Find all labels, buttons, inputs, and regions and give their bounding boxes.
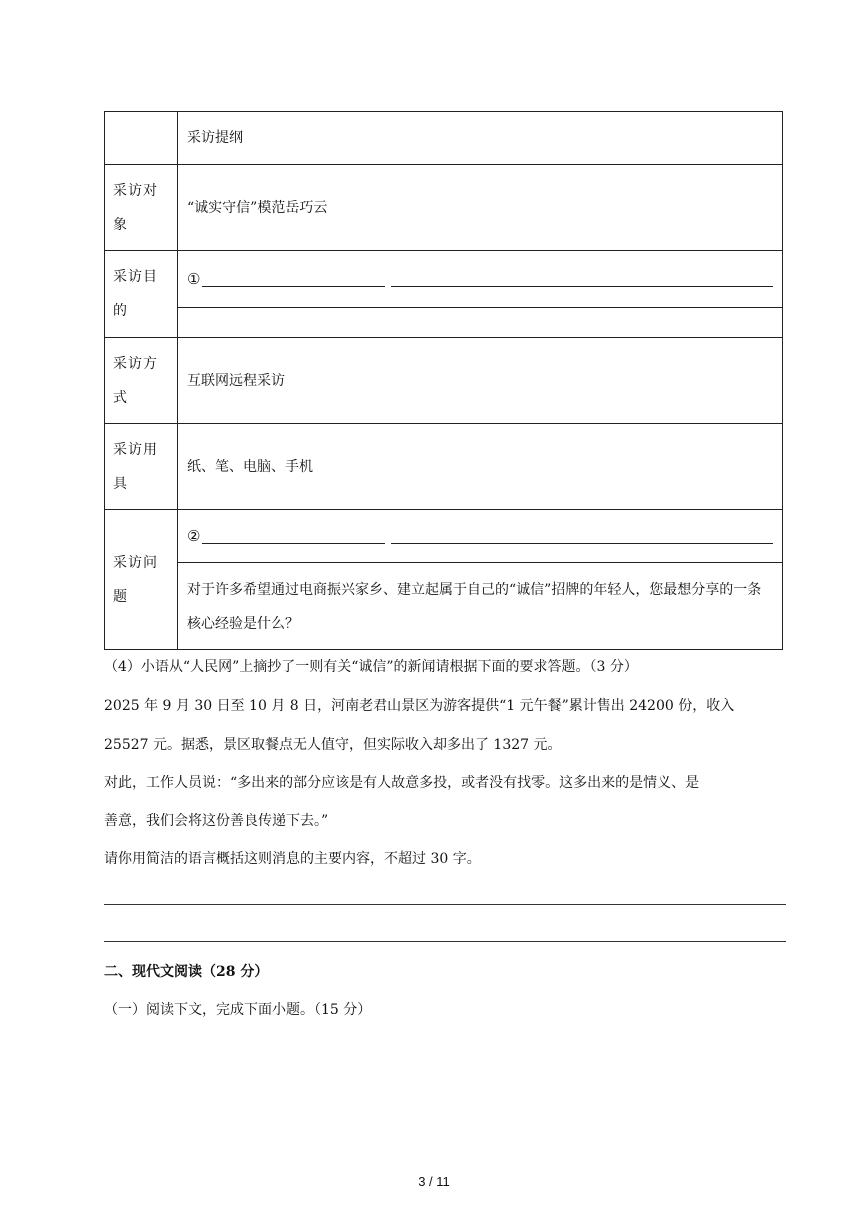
- interview-question-text: 对于许多希望通过电商振兴家乡、建立起属于自己的“诚信”招牌的年轻人，您最想分享的一条核心经验是什么？: [178, 562, 782, 649]
- section-subtitle: （一）阅读下文，完成下面小题。（15 分）: [104, 1002, 372, 1018]
- news-line: 2025 年 9 月 30 日至 10 月 8 日，河南老君山景区为游客提供“1 元午餐”累计售出 24200 份，收入: [104, 698, 735, 714]
- questions-cell: [178, 510, 783, 650]
- interview-outline-table: [104, 111, 783, 650]
- news-line: 善意，我们会将这份善良传递下去。”: [104, 813, 329, 829]
- header-empty-cell: [105, 112, 178, 165]
- row-value: 互联网远程采访: [178, 338, 783, 424]
- row-label: 采访用具: [105, 424, 178, 510]
- table-row-interviewee: [105, 165, 783, 251]
- row-label: 采访对象: [105, 165, 178, 251]
- blank-marker: ②: [187, 527, 201, 545]
- answer-blank-line[interactable]: [202, 529, 385, 544]
- answer-blank-line[interactable]: [391, 272, 773, 287]
- row-label: 采访方式: [105, 338, 178, 424]
- section-title: 二、现代文阅读（28 分）: [104, 964, 269, 980]
- answer-blank-line[interactable]: [202, 272, 385, 287]
- page-number: 3 / 11: [418, 1174, 450, 1189]
- table-header-row: [105, 112, 783, 165]
- table-header: 采访提纲: [178, 112, 783, 165]
- answer-blank-line[interactable]: [391, 529, 773, 544]
- row-label: 采访目的: [105, 251, 178, 338]
- table-row-tools: [105, 424, 783, 510]
- blank-marker: ①: [187, 270, 201, 288]
- news-line: 对此，工作人员说：“多出来的部分应该是有人故意多投，或者没有找零。这多出来的是情义、是: [104, 775, 700, 791]
- row-label: 采访问题: [105, 510, 178, 650]
- answer-blank-cell[interactable]: [178, 251, 783, 338]
- answer-line[interactable]: [104, 941, 786, 942]
- answer-line[interactable]: [104, 904, 786, 905]
- question4-prompt: （4）小语从“人民网”上摘抄了一则有关“诚信”的新闻请根据下面的要求答题。（3 分）: [104, 659, 638, 675]
- table-row-questions: [105, 510, 783, 650]
- question4-instruction: 请你用简洁的语言概括这则消息的主要内容，不超过 30 字。: [104, 851, 481, 867]
- table-row-method: [105, 338, 783, 424]
- row-value: “诚实守信”模范岳巧云: [178, 165, 783, 251]
- row-value: 纸、笔、电脑、手机: [178, 424, 783, 510]
- table-row-purpose: [105, 251, 783, 338]
- news-line: 25527 元。据悉，景区取餐点无人值守，但实际收入却多出了 1327 元。: [104, 737, 562, 753]
- row-divider: [178, 307, 782, 337]
